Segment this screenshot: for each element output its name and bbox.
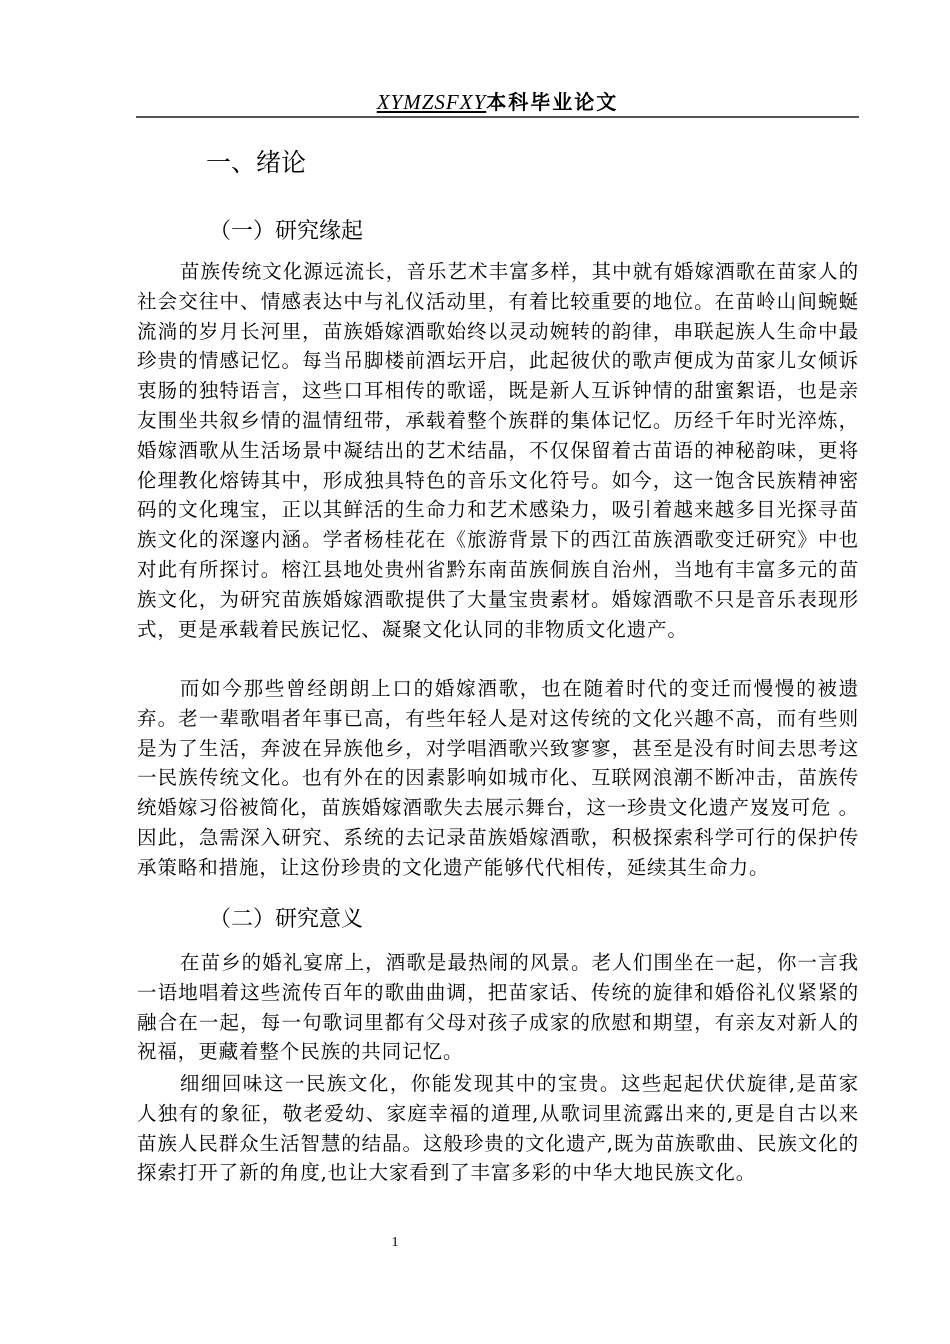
header-divider [136,116,859,118]
page-number: 1 [391,1235,399,1250]
header-school-code: XYMZSFXY [376,90,487,114]
section-title-origin: （一）研究缘起 [209,219,364,244]
running-header [136,88,859,116]
section-title-significance: （二）研究意义 [209,907,364,932]
paragraph-significance-1: 在苗乡的婚礼宴席上，酒歌是最热闹的风景。老人们围坐在一起，你一言我一语地唱着这些流传百年的歌曲曲调，把苗家话、传统的旋律和婚俗礼仪紧紧的融合在一起，每一句歌词里都有父母对孩子成家的欣慰和期望，有亲友对新人的祝福，更藏着整个民族的共同记忆。 [137,951,859,1064]
paragraph-significance-2: 细细回味这一民族文化，你能发现其中的宝贵。这些起起伏伏旋律,是苗家人独有的象征，敬老爱幼、家庭幸福的道理,从歌词里流露出来的,更是自古以来苗族人民群众生活智慧的结晶。这般珍贵的文化遗产,既为苗族歌曲、民族文化的探索打开了新的角度,也让大家看到了丰富多彩的中华大地民族文化。 [137,1072,859,1185]
paragraph-origin-2: 而如今那些曾经朗朗上口的婚嫁酒歌，也在随着时代的变迁而慢慢的被遗弃。老一辈歌唱者年事已高，有些年轻人是对这传统的文化兴趣不高，而有些则是为了生活，奔波在异族他乡，对学唱酒歌兴致寥寥，甚至是没有时间去思考这一民族传统文化。也有外在的因素影响如城市化、互联网浪潮不断冲击，苗族传统婚嫁习俗被简化，苗族婚嫁酒歌失去展示舞台，这一珍贵文化遗产岌岌可危 。因此，急需深入研究、系统的去记录苗族婚嫁酒歌，积极探索科学可行的保护传承策略和措施，让这份珍贵的文化遗产能够代代相传，延续其生命力。 [137,677,859,879]
paragraph-origin-1: 苗族传统文化源远流长，音乐艺术丰富多样，其中就有婚嫁酒歌在苗家人的社会交往中、情感表达中与礼仪活动里，有着比较重要的地位。在苗岭山间蜿蜒流淌的岁月长河里，苗族婚嫁酒歌始终以灵动婉转的韵律，串联起族人生命中最珍贵的情感记忆。每当吊脚楼前酒坛开启，此起彼伏的歌声便成为苗家儿女倾诉衷肠的独特语言，这些口耳相传的歌谣，既是新人互诉钟情的甜蜜絮语，也是亲友围坐共叙乡情的温情纽带，承载着整个族群的集体记忆。历经千年时光淬炼，婚嫁酒歌从生活场景中凝结出的艺术结晶，不仅保留着古苗语的神秘韵味，更将伦理教化熔铸其中，形成独具特色的音乐文化符号。如今，这一饱含民族精神密码的文化瑰宝，正以其鲜活的生命力和艺术感染力，吸引着越来越多目光探寻苗族文化的深邃内涵。学者杨桂花在《旅游背景下的西江苗族酒歌变迁研究》中也对此有所探讨。榕江县地处贵州省黔东南苗族侗族自治州，当地有丰富多元的苗族文化，为研究苗族婚嫁酒歌提供了大量宝贵素材。婚嫁酒歌不只是音乐表现形式，更是承载着民族记忆、凝聚文化认同的非物质文化遗产。 [137,260,859,641]
chapter-title: 一、绪论 [206,148,307,177]
header-thesis-label: 本科毕业论文 [486,90,619,114]
